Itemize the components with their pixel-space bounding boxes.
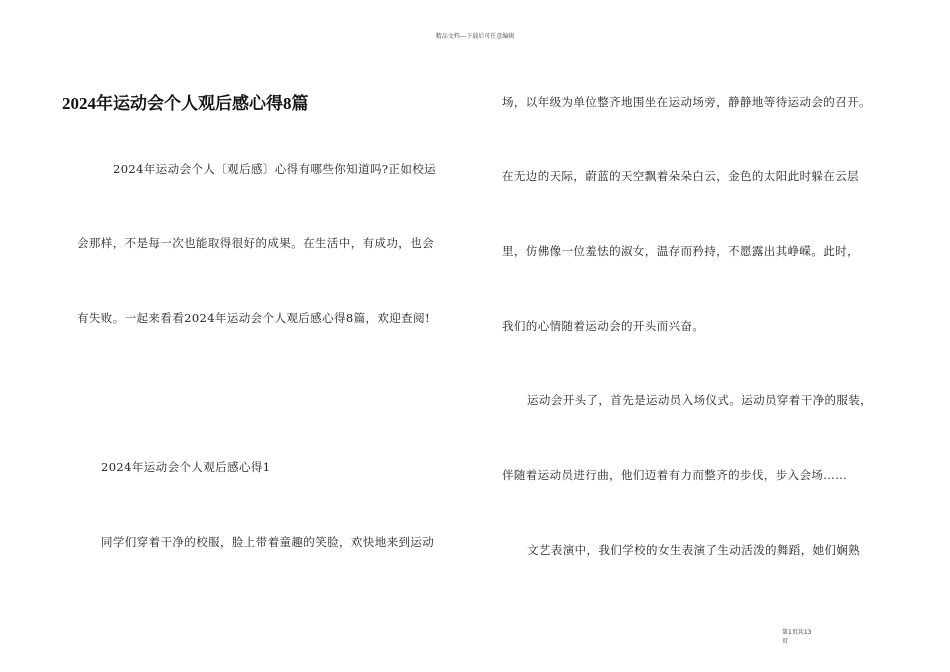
page-number-line: 第1页共13 <box>782 629 812 636</box>
right-line-4: 我们的心情随着运动会的开头而兴奋。 <box>502 319 705 333</box>
page-number-suffix: 页 <box>782 638 789 645</box>
right-line-2: 在无边的天际，蔚蓝的天空飘着朵朵白云，金色的太阳此时躲在云层 <box>502 169 859 183</box>
page-number <box>782 628 842 646</box>
paragraph-line-1: 同学们穿着干净的校服，脸上带着童趣的笑脸，欢快地来到运动 <box>101 535 435 549</box>
right-line-5: 运动会开头了，首先是运动员入场仪式。运动员穿着干净的服装， <box>527 393 873 407</box>
right-line-7: 文艺表演中，我们学校的女生表演了生动活泼的舞蹈，她们娴熟 <box>527 543 861 557</box>
header-note: 精品文档---下载后可任意编辑 <box>435 33 515 40</box>
section-heading: 2024年运动会个人观后感心得1 <box>101 460 271 474</box>
right-line-6: 伴随着运动员进行曲，他们迈着有力而整齐的步伐，步入会场…… <box>502 468 848 482</box>
intro-line-2: 会那样，不是每一次也能取得很好的成果。在生活中，有成功，也会 <box>77 236 434 250</box>
right-line-1: 场，以年级为单位整齐地围坐在运动场旁，静静地等待运动会的召开。 <box>502 95 871 109</box>
right-line-3: 里，仿佛像一位羞怯的淑女，温存而矜持，不愿露出其峥嵘。此时， <box>502 244 859 258</box>
intro-line-3: 有失败。一起来看看2024年运动会个人观后感心得8篇，欢迎查阅! <box>77 311 431 325</box>
document-title: 2024年运动会个人观后感心得8篇 <box>62 94 309 113</box>
intro-line-1: 2024年运动会个人〔观后感〕心得有哪些你知道吗?正如校运 <box>113 162 437 176</box>
